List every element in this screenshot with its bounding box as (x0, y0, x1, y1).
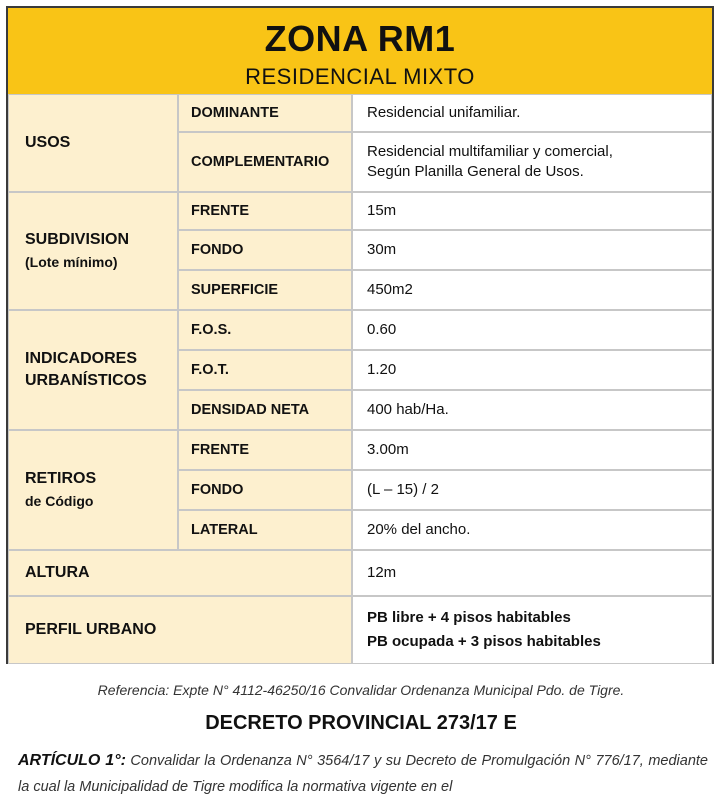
zone-subtitle: RESIDENCIAL MIXTO (245, 64, 475, 89)
indicadores-label-line1: INDICADORES (25, 350, 138, 367)
usos-label: USOS (25, 134, 71, 151)
usos-complementario-line1: Residencial multifamiliar y comercial, (367, 143, 613, 160)
subdivision-frente-value: 15m (352, 192, 712, 230)
retiros-frente-label: FRENTE (178, 430, 352, 470)
usos-complementario-line2: Según Planilla General de Usos. (367, 163, 584, 180)
subdivision-group-label (8, 192, 178, 310)
indicadores-densidad-label: DENSIDAD NETA (178, 390, 352, 430)
indicadores-densidad-value: 400 hab/Ha. (352, 390, 712, 430)
perfil-urbano-label: PERFIL URBANO (8, 596, 352, 664)
usos-dominante-value: Residencial unifamiliar. (352, 94, 712, 132)
subdivision-superficie-value: 450m2 (352, 270, 712, 310)
indicadores-fot-value: 1.20 (352, 350, 712, 390)
zone-header (8, 8, 712, 96)
retiros-lateral-label: LATERAL (178, 510, 352, 550)
zone-title: ZONA RM1 (264, 18, 456, 59)
indicadores-label-line2: URBANÍSTICOS (25, 372, 147, 389)
subdivision-fondo-value: 30m (352, 230, 712, 270)
decree-title: DECRETO PROVINCIAL 273/17 E (205, 712, 517, 734)
usos-complementario-label: COMPLEMENTARIO (178, 132, 352, 192)
indicadores-group-label (8, 310, 178, 430)
indicadores-fot-label: F.O.T. (178, 350, 352, 390)
altura-label: ALTURA (8, 550, 352, 596)
zoning-table (6, 6, 714, 664)
retiros-label: RETIROS (25, 470, 97, 487)
indicadores-fos-value: 0.60 (352, 310, 712, 350)
usos-group-label (8, 94, 178, 192)
perfil-urbano-line2: PB ocupada + 3 pisos habitables (367, 633, 601, 650)
article-text: Convalidar la Ordenanza N° 3564/17 y su Decreto de Promulgación N° 776/17, mediante la cual la Municipalidad de Tigre modifica la normativa vigente en el (18, 753, 708, 795)
subdivision-sublabel: (Lote mínimo) (25, 254, 118, 270)
usos-complementario-value (352, 132, 712, 192)
article-label: ARTÍCULO 1°: (18, 752, 126, 769)
altura-value: 12m (352, 550, 712, 596)
retiros-group-label (8, 430, 178, 550)
retiros-frente-value: 3.00m (352, 430, 712, 470)
indicadores-fos-label: F.O.S. (178, 310, 352, 350)
reference-note: Referencia: Expte N° 4112-46250/16 Convalidar Ordenanza Municipal Pdo. de Tigre. (97, 682, 625, 698)
retiros-fondo-value: (L – 15) / 2 (352, 470, 712, 510)
subdivision-label: SUBDIVISION (25, 231, 130, 248)
subdivision-fondo-label: FONDO (178, 230, 352, 270)
retiros-fondo-label: FONDO (178, 470, 352, 510)
usos-dominante-label: DOMINANTE (178, 94, 352, 132)
perfil-urbano-line1: PB libre + 4 pisos habitables (367, 609, 571, 626)
subdivision-frente-label: FRENTE (178, 192, 352, 230)
perfil-urbano-value (352, 596, 712, 664)
retiros-lateral-value: 20% del ancho. (352, 510, 712, 550)
subdivision-superficie-label: SUPERFICIE (178, 270, 352, 310)
retiros-sublabel: de Código (25, 493, 94, 509)
article-paragraph (18, 748, 708, 800)
